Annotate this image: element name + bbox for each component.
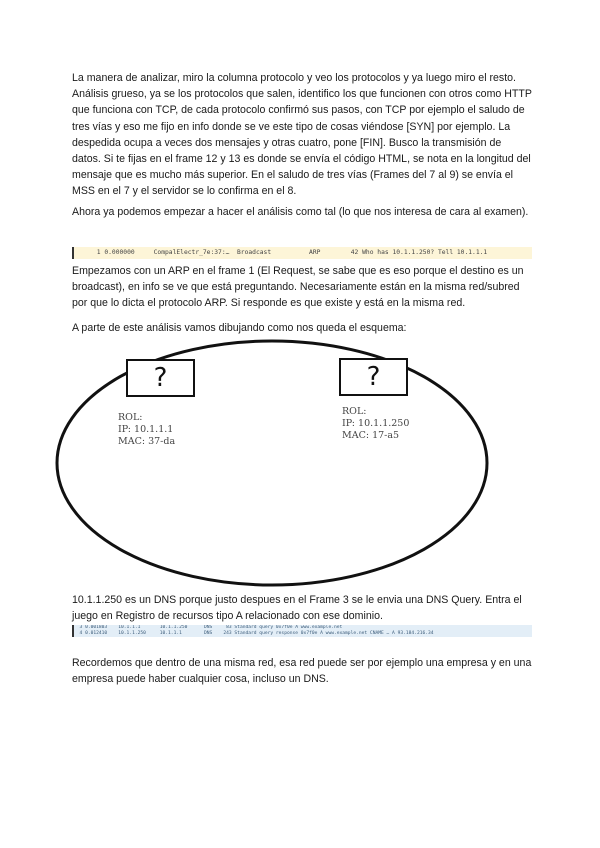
dns-response-row: 4 0.012410 10.1.1.250 10.1.1.1 DNS 243 Standard query response 0x7f0e A www.example.net CNAME … A 93.184.216.34 — [74, 631, 434, 636]
host1-mac: MAC: 37-da — [118, 436, 176, 447]
paragraph-diagram-intro: A parte de este análisis vamos dibujando como nos queda el esquema: — [72, 322, 407, 334]
host1-info — [118, 412, 175, 448]
host2-role: ROL: — [342, 406, 367, 417]
dns-query-row: 3 0.001803 10.1.1.1 10.1.1.250 DNS 83 Standard query 0x7f0e A www.example.net — [74, 625, 343, 630]
paragraph-start-analysis: Ahora ya podemos empezar a hacer el análisis como tal (lo que nos interesa de cara al examen). — [72, 206, 529, 218]
host1-role-box: ? — [126, 359, 195, 397]
host1-ip: IP: 10.1.1.1 — [118, 424, 174, 435]
host2-info — [342, 406, 409, 442]
dns-packet-rows — [72, 625, 532, 637]
paragraph-analysis-method: La manera de analizar, miro la columna protocolo y veo los protocolos y ya luego miro el resto. Análisis grueso, ya se los protocolos que salen, identifico los que funcionen con otros como HTTP que funciona con TCP, de cada protocolo confirmó sus pasos, con TCP por ejemplo el saludo de tres vías y eso me fijo en info donde se ve este tipo de cosas viéndose [SYN] por ejemplo. La despedida ocupa a veces dos mensajes y otras cuatro, pone [FIN]. Busco la transmisión de datos. Si te fijas en el frame 12 y 13 es donde se envía el código HTML, se nota en la longitud del mensaje que es mucho más superior. En el saludo de tres vías (Frames del 7 al 9) se envía el MSS en el 7 y el servidor se lo confirma en el 8. — [72, 72, 532, 198]
paragraph-arp-explanation: Empezamos con un ARP en el frame 1 (El Request, se sabe que es eso porque el destino es un broadcast), en info se ve que está preguntando. Necesariamente están en la misma red/subred por que lo dicta el protocolo ARP. Si responde es que existe y está en la misma red. — [72, 265, 524, 310]
host2-ip: IP: 10.1.1.250 — [342, 418, 410, 429]
paragraph-dns-in-network: Recordemos que dentro de una misma red, esa red puede ser por ejemplo una empresa y en una empresa puede haber cualquier cosa, incluso un DNS. — [72, 657, 532, 686]
network-ellipse — [57, 341, 487, 585]
host2-mac: MAC: 17-a5 — [342, 430, 400, 441]
host1-role: ROL: — [118, 412, 143, 423]
paragraph-dns-explanation: 10.1.1.250 es un DNS porque justo despues en el Frame 3 se le envia una DNS Query. Entra el juego en Registro de recursos tipo A relacionado con ese dominio. — [72, 594, 522, 623]
arp-packet-row: 1 0.000000 CompalElectr_7e:37:… Broadcast ARP 42 Who has 10.1.1.250? Tell 10.1.1.1 — [72, 247, 532, 259]
host2-role-box: ? — [339, 358, 408, 396]
